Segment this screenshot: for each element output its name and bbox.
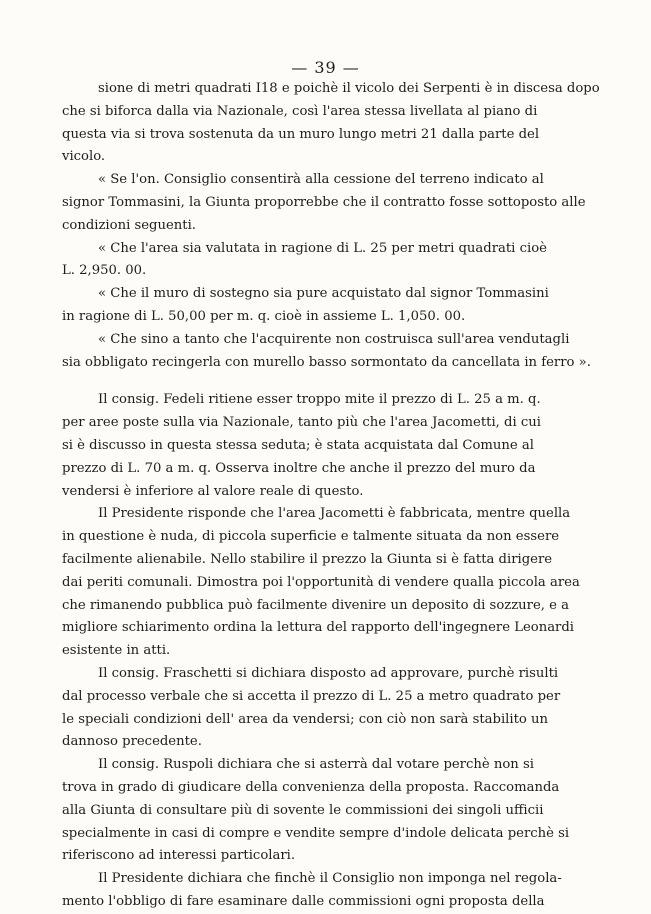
text-line: vendersi è inferiore al valore reale di questo. <box>62 483 364 499</box>
text-line: dannoso precedente. <box>62 734 202 750</box>
text-line: mento l'obbligo di fare esaminare dalle commissioni ogni proposta della <box>62 893 545 909</box>
text-line: Il consig. Fraschetti si dichiara disposto ad approvare, purchè risulti <box>98 665 559 681</box>
text-line: Il consig. Fedeli ritiene esser troppo mite il prezzo di L. 25 a m. q. <box>98 392 541 408</box>
document-body <box>62 78 600 914</box>
paragraph <box>62 283 549 329</box>
paragraph <box>62 169 586 237</box>
text-line: vicolo. <box>62 149 106 165</box>
paragraph <box>62 503 580 663</box>
text-line: « Che l'area sia valutata in ragione di L. 25 per metri quadrati cioè <box>98 240 547 256</box>
text-line: dai periti comunali. Dimostra poi l'opportunità di vendere qualla piccola area <box>62 574 580 590</box>
text-line: questa via si trova sostenuta da un muro lungo metri 21 dalla parte del <box>62 126 540 142</box>
text-line: Il consig. Ruspoli dichiara che si asterrà dal votare perchè non si <box>98 757 534 773</box>
paragraph <box>62 868 562 914</box>
text-line: specialmente in casi di compre e vendite sempre d'indole delicata perchè si <box>62 825 570 841</box>
paragraph <box>62 329 591 375</box>
text-line: Il Presidente dichiara che finchè il Consiglio non imponga nel regola- <box>98 871 562 887</box>
text-line: in questione è nuda, di piccola superficie e talmente situata da non essere <box>62 529 560 545</box>
text-line: che rimanendo pubblica può facilmente divenire un deposito di sozzure, e a <box>62 597 569 613</box>
text-line: migliore schiarimento ordina la lettura del rapporto dell'ingegnere Leonardi <box>62 620 575 636</box>
text-line: riferiscono ad interessi particolari. <box>62 848 296 864</box>
text-line: dal processo verbale che si accetta il prezzo di L. 25 a metro quadrato per <box>62 688 561 704</box>
page-number: — 39 — <box>291 58 360 77</box>
paragraph <box>62 238 547 284</box>
text-line: trova in grado di giudicare della convenienza della proposta. Raccomanda <box>62 779 560 795</box>
text-line: per aree poste sulla via Nazionale, tanto più che l'area Jacometti, di cui <box>62 415 541 431</box>
text-line: si è discusso in questa stessa seduta; è stata acquistata dal Comune al <box>62 437 534 453</box>
text-line: alla Giunta di consultare più di sovente le commissioni dei singoli ufficii <box>62 802 544 818</box>
text-line: condizioni seguenti. <box>62 217 196 233</box>
text-line: facilmente alienabile. Nello stabilire il prezzo la Giunta si è fatta dirigere <box>62 551 553 567</box>
text-line: sia obbligato recingerla con murello basso sormontato da cancellata in ferro ». <box>62 354 591 370</box>
text-line: esistente in atti. <box>62 643 171 659</box>
text-line: « Che il muro di sostegno sia pure acquistato dal signor Tommasini <box>98 286 549 302</box>
text-line: sione di metri quadrati I18 e poichè il vicolo dei Serpenti è in discesa dopo <box>98 81 600 96</box>
text-line: « Che sino a tanto che l'acquirente non costruisca sull'area vendutagli <box>98 331 570 347</box>
paragraph <box>62 78 600 169</box>
paragraph-gap <box>62 374 514 389</box>
text-line: Il Presidente risponde che l'area Jacometti è fabbricata, mentre quella <box>98 506 571 522</box>
paragraph <box>62 663 561 754</box>
paragraph <box>62 754 570 868</box>
paragraph <box>62 389 541 503</box>
text-line: « Se l'on. Consiglio consentirà alla cessione del terreno indicato al <box>98 172 544 188</box>
text-line: L. 2,950. 00. <box>62 263 147 279</box>
text-line: che si biforca dalla via Nazionale, così l'area stessa livellata al piano di <box>62 103 538 119</box>
text-line: le speciali condizioni dell' area da vendersi; con ciò non sarà stabilito un <box>62 711 549 727</box>
text-line: signor Tommasini, la Giunta proporrebbe che il contratto fosse sottoposto alle <box>62 194 586 210</box>
text-line: prezzo di L. 70 a m. q. Osserva inoltre che anche il prezzo del muro da <box>62 460 536 476</box>
text-line: in ragione di L. 50,00 per m. q. cioè in assieme L. 1,050. 00. <box>62 308 466 324</box>
